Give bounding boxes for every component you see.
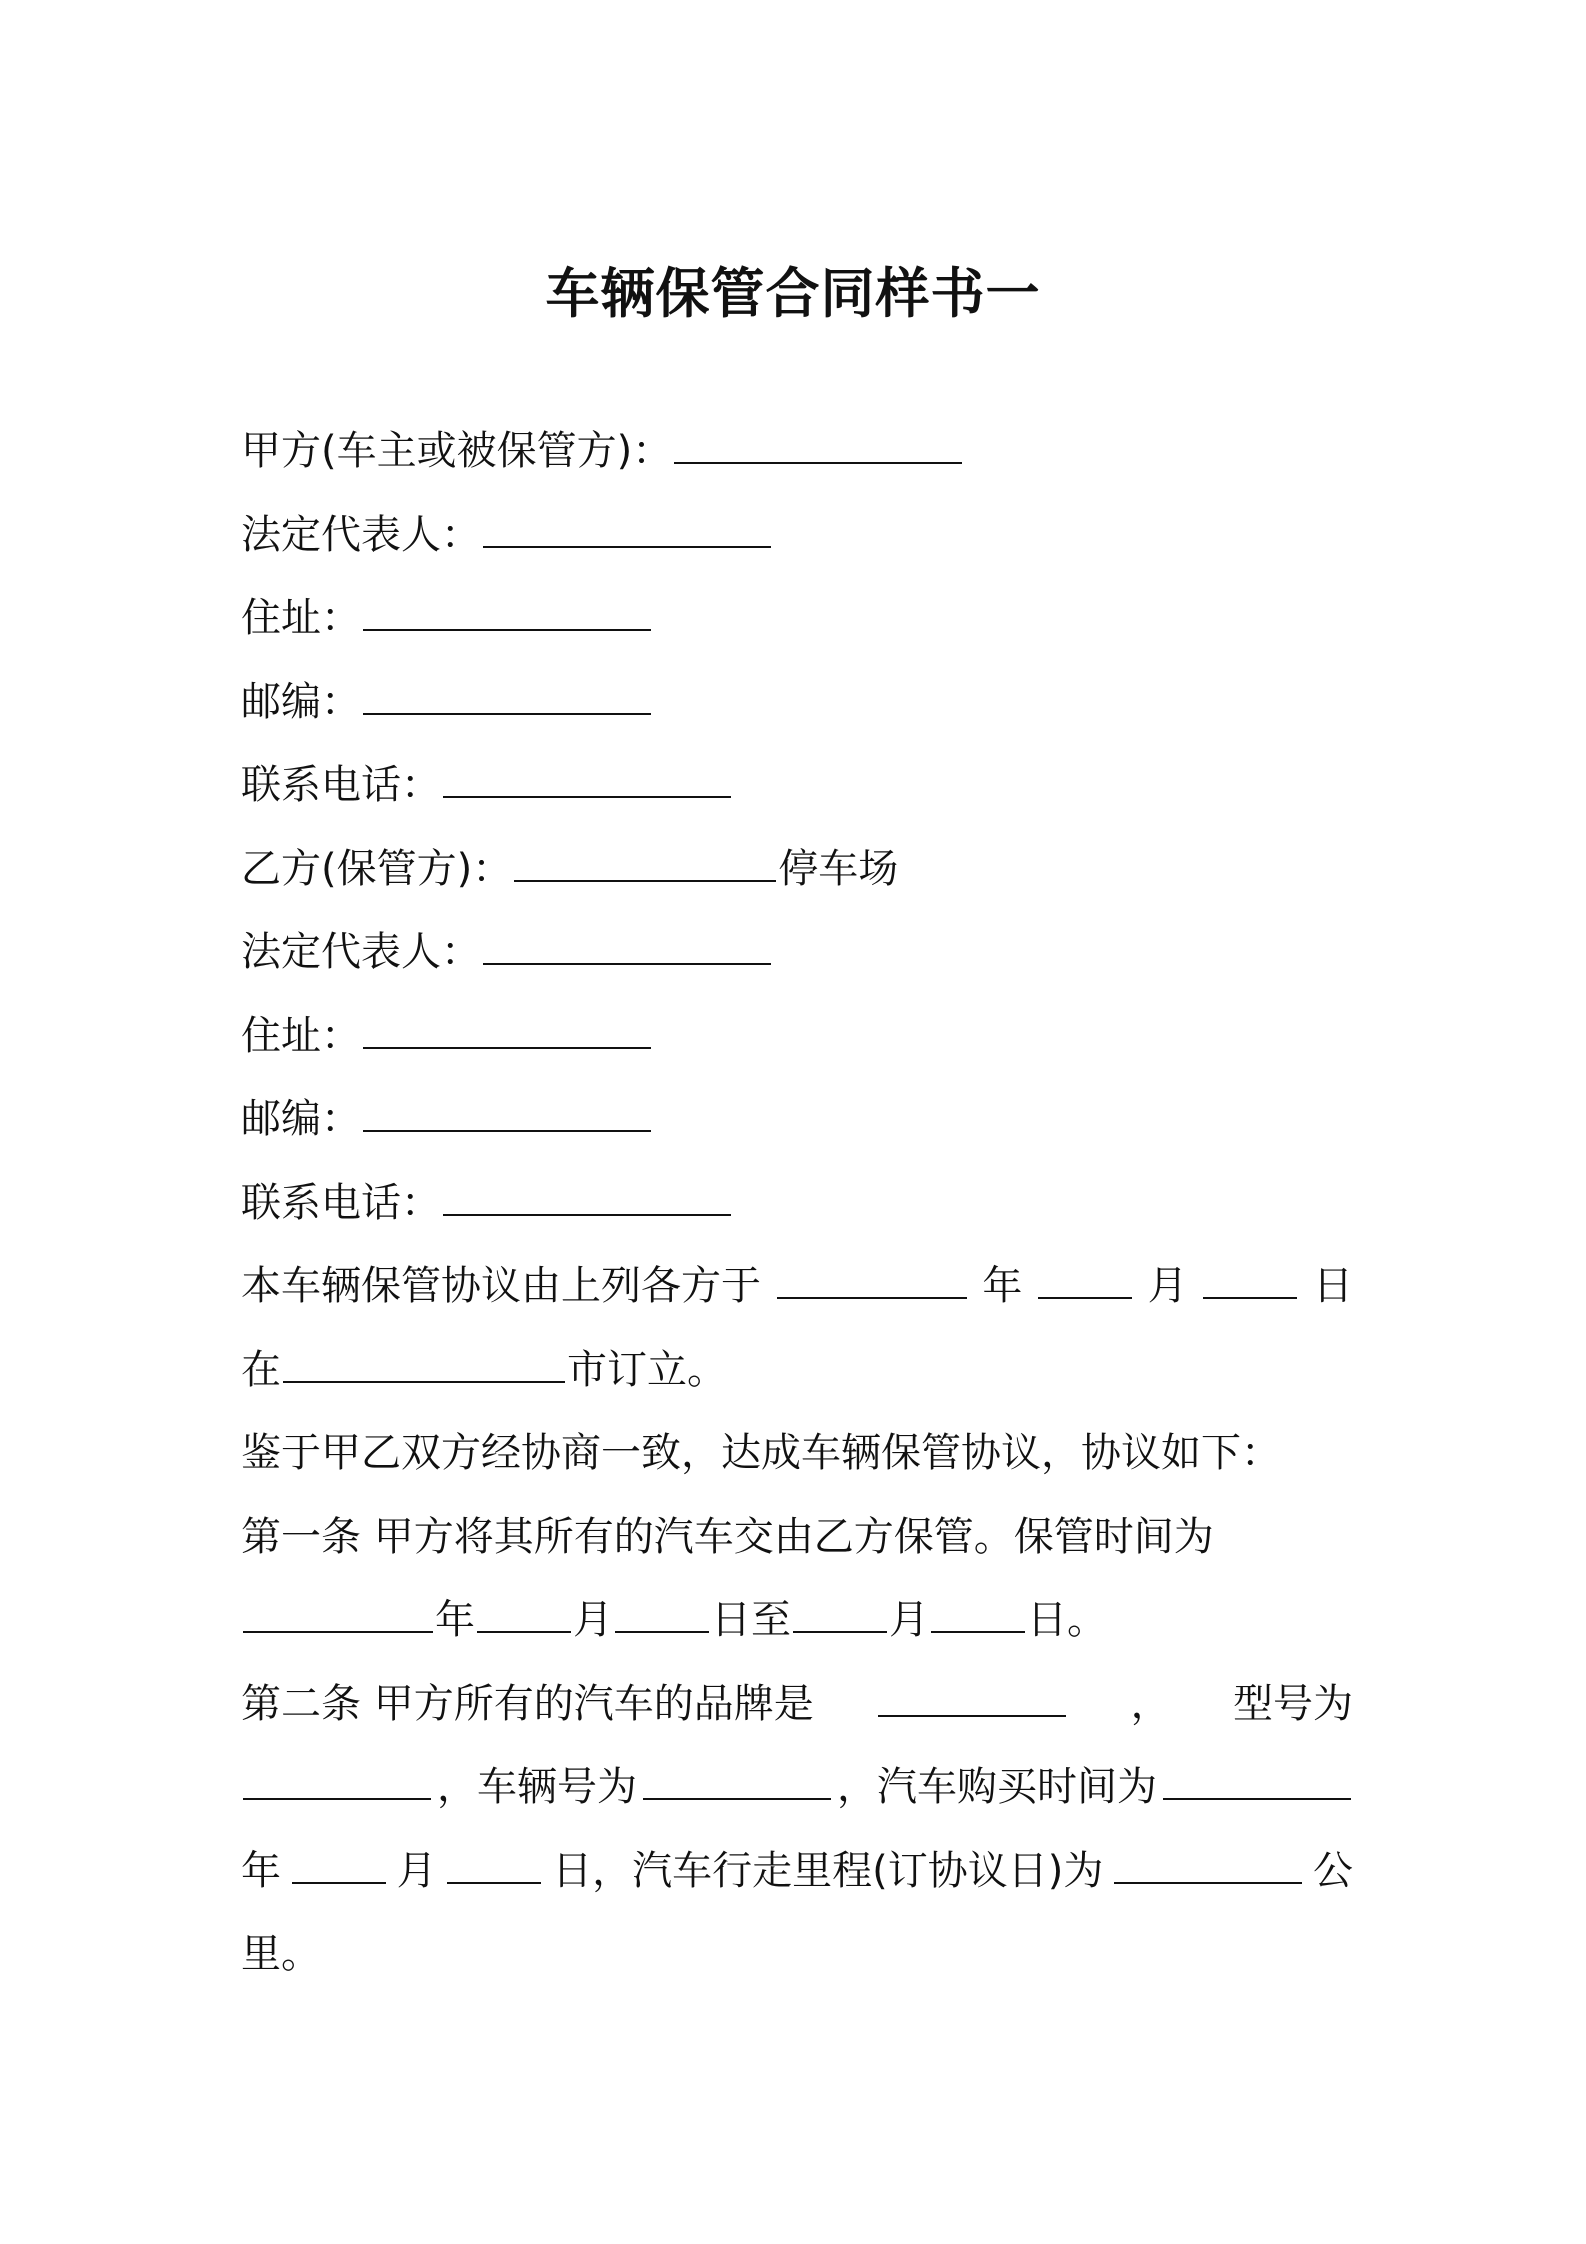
party-b-phone-line bbox=[241, 1162, 1353, 1246]
preamble-line: 鉴于甲乙双方经协商一致，达成车辆保管协议，协议如下： bbox=[241, 1430, 1281, 1476]
article-2-prefix: 第二条 甲方所有的汽车的品牌是 bbox=[241, 1680, 814, 1727]
article-2-mileage-blank[interactable] bbox=[1114, 1846, 1302, 1884]
article-2-plate-blank[interactable] bbox=[643, 1762, 831, 1800]
party-a-rep-blank[interactable] bbox=[483, 510, 771, 548]
article-1-month-label: 月 bbox=[573, 1597, 613, 1643]
article-1-line-1: 第一条 甲方将其所有的汽车交由乙方保管。保管时间为 bbox=[241, 1513, 1214, 1560]
article-1-year-label: 年 bbox=[435, 1597, 475, 1643]
party-a-label: 甲方(车主或被保管方)： bbox=[241, 428, 673, 474]
party-b-rep-line bbox=[241, 911, 1353, 995]
signing-month-label: 月 bbox=[1147, 1263, 1188, 1309]
article-2-purchase-label: ，汽车购买时间为 bbox=[837, 1764, 1157, 1810]
party-b-label: 乙方(保管方)： bbox=[241, 845, 513, 892]
party-b-rep-label: 法定代表人： bbox=[241, 929, 481, 975]
article-2-day-blank[interactable] bbox=[447, 1846, 541, 1884]
article-2-unit-start: 公 bbox=[1313, 1847, 1353, 1894]
article-1-month2-label: 月 bbox=[889, 1597, 929, 1643]
party-b-suffix: 停车场 bbox=[778, 845, 899, 892]
signing-prefix: 本车辆保管协议由上列各方于 bbox=[241, 1263, 761, 1309]
party-a-postcode-label: 邮编： bbox=[241, 678, 361, 725]
article-2-line-1 bbox=[241, 1663, 1353, 1747]
article-2-brand-blank[interactable] bbox=[878, 1679, 1066, 1717]
party-b-line bbox=[241, 828, 1353, 912]
party-b-address-label: 住址： bbox=[241, 1012, 361, 1059]
party-b-address-line bbox=[241, 995, 1353, 1079]
signing-place-prefix: 在 bbox=[241, 1346, 281, 1393]
party-b-postcode-label: 邮编： bbox=[241, 1096, 361, 1142]
article-2-line-4: 里。 bbox=[241, 1931, 321, 1977]
party-a-blank[interactable] bbox=[674, 426, 962, 464]
article-2-plate-label: ，车辆号为 bbox=[437, 1764, 637, 1810]
party-a-rep-line bbox=[241, 494, 1353, 578]
signing-date-line bbox=[241, 1245, 1353, 1329]
article-2-line-2 bbox=[241, 1746, 1353, 1830]
signing-day-blank[interactable] bbox=[1203, 1261, 1297, 1299]
party-b-phone-blank[interactable] bbox=[443, 1178, 731, 1216]
article-2-purchase-blank[interactable] bbox=[1163, 1762, 1351, 1800]
party-a-address-label: 住址： bbox=[241, 595, 361, 641]
party-a-phone-label: 联系电话： bbox=[241, 762, 441, 808]
party-b-rep-blank[interactable] bbox=[483, 927, 771, 965]
article-2-model-blank[interactable] bbox=[243, 1762, 431, 1800]
article-1-day-to-label: 日至 bbox=[711, 1597, 791, 1643]
party-a-phone-blank[interactable] bbox=[443, 760, 731, 798]
article-2-model-label: 型号为 bbox=[1232, 1680, 1353, 1727]
article-1-month-blank[interactable] bbox=[477, 1595, 571, 1633]
signing-year-blank[interactable] bbox=[777, 1261, 967, 1299]
article-1-end-label: 日。 bbox=[1027, 1597, 1107, 1643]
signing-place-line bbox=[241, 1329, 1353, 1413]
party-a-postcode-line bbox=[241, 661, 1353, 745]
article-1-day2-blank[interactable] bbox=[931, 1595, 1025, 1633]
article-1-month2-blank[interactable] bbox=[793, 1595, 887, 1633]
party-b-blank[interactable] bbox=[514, 844, 776, 882]
signing-place-blank[interactable] bbox=[283, 1345, 565, 1383]
party-b-phone-label: 联系电话： bbox=[241, 1179, 441, 1226]
article-2-model-sep: ， bbox=[1130, 1680, 1171, 1727]
party-a-postcode-blank[interactable] bbox=[363, 677, 651, 715]
party-a-phone-line bbox=[241, 744, 1353, 828]
article-2-month-label: 月 bbox=[396, 1847, 437, 1894]
article-2-month-blank[interactable] bbox=[292, 1846, 386, 1884]
article-2-line-3 bbox=[241, 1830, 1353, 1914]
party-b-address-blank[interactable] bbox=[363, 1011, 651, 1049]
article-1-day-blank[interactable] bbox=[615, 1595, 709, 1633]
party-a-address-line bbox=[241, 577, 1353, 661]
party-b-postcode-line bbox=[241, 1078, 1353, 1162]
party-b-postcode-blank[interactable] bbox=[363, 1094, 651, 1132]
signing-year-label: 年 bbox=[982, 1263, 1023, 1309]
party-a-address-blank[interactable] bbox=[363, 593, 651, 631]
signing-place-suffix: 市订立。 bbox=[567, 1346, 727, 1393]
article-1-year-blank[interactable] bbox=[243, 1595, 433, 1633]
article-2-year-label: 年 bbox=[241, 1847, 281, 1894]
article-1-line-2 bbox=[241, 1579, 1353, 1663]
party-a-rep-label: 法定代表人： bbox=[241, 511, 481, 558]
contract-body bbox=[241, 410, 1353, 1997]
article-2-day-mileage-label: 日，汽车行走里程(订协议日)为 bbox=[552, 1847, 1104, 1894]
signing-day-label: 日 bbox=[1312, 1263, 1353, 1309]
document-title: 车辆保管合同样书一 bbox=[545, 262, 1041, 325]
party-a-line bbox=[241, 410, 1353, 494]
signing-month-blank[interactable] bbox=[1038, 1261, 1132, 1299]
